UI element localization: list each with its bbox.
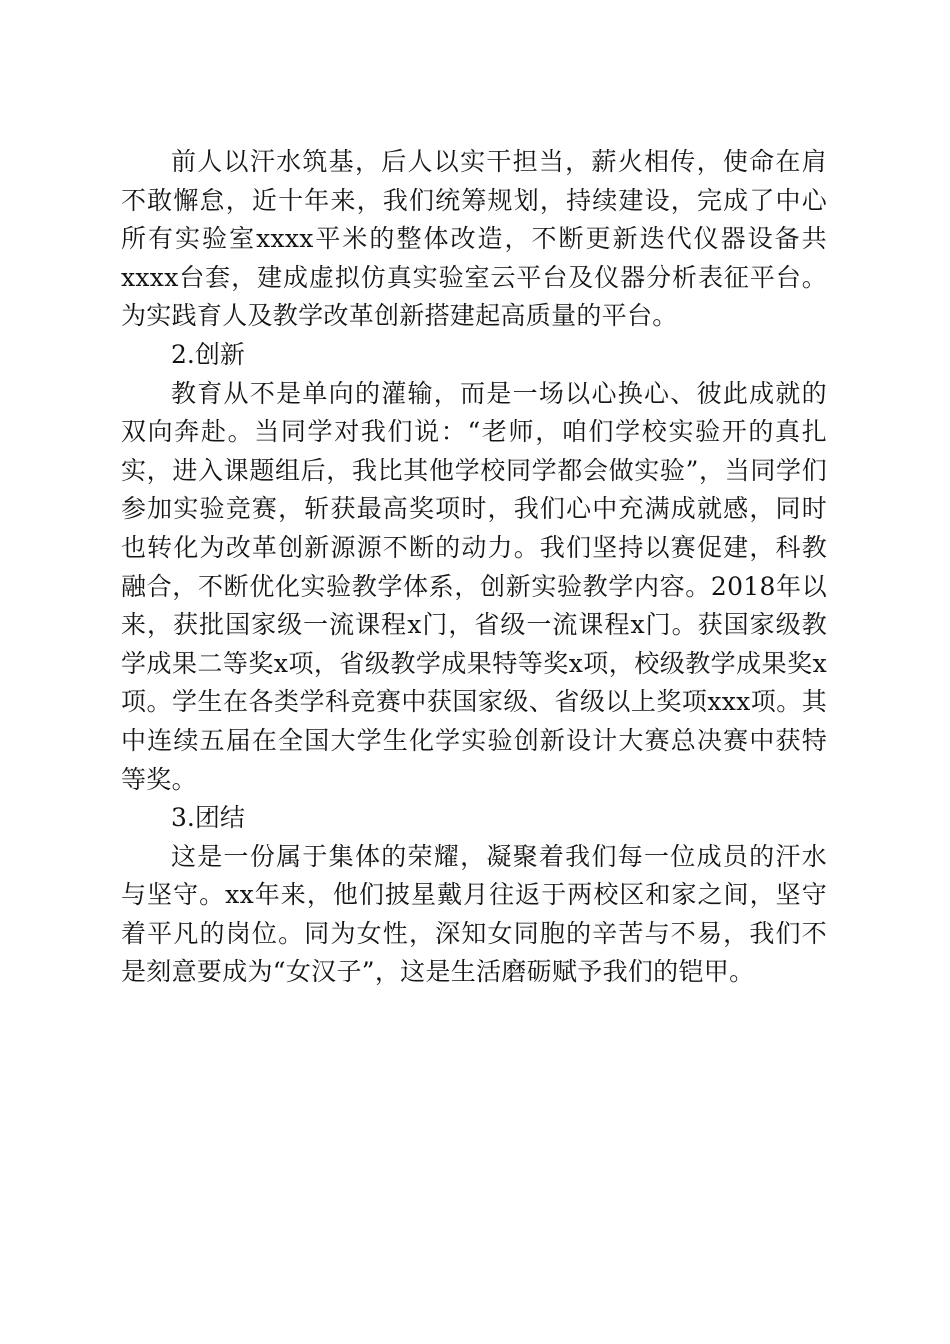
paragraph-innovation: 教育从不是单向的灌输，而是一场以心换心、彼此成就的双向奔赴。当同学对我们说：“老师，咱们学校实验开的真扎实，进入课题组后，我比其他学校同学都会做实验”，当同学们参加实验竞赛，斩获最高奖项时，我们心中充满成就感，同时也转化为改革创新源源不断的动力。我们坚持以赛促建，科教融合，不断优化实验教学体系，创新实验教学内容。2018年以来，获批国家级一流课程x门，省级一流课程x门。获国家级教学成果二等奖x项，省级教学成果特等奖x项，校级教学成果奖x项。学生在各类学科竞赛中获国家级、省级以上奖项xxx项。其中连续五届在全国大学生化学实验创新设计大赛总决赛中获特等奖。 [121, 378, 827, 794]
section-heading-unity: 3.团结 [171, 803, 245, 833]
section-heading-innovation: 2.创新 [171, 339, 245, 369]
paragraph-foundation: 前人以汗水筑基，后人以实干担当，薪火相传，使命在肩不敢懈怠，近十年来，我们统筹规划，持续建设，完成了中心所有实验室xxxx平米的整体改造，不断更新迭代仪器设备共xxxx台套，建成虚拟仿真实验室云平台及仪器分析表征平台。为实践育人及教学改革创新搭建起高质量的平台。 [121, 147, 827, 331]
document-body [121, 143, 827, 992]
paragraph-unity: 这是一份属于集体的荣耀，凝聚着我们每一位成员的汗水与坚守。xx年来，他们披星戴月往返于两校区和家之间，坚守着平凡的岗位。同为女性，深知女同胞的辛苦与不易，我们不是刻意要成为“女汉子”，这是生活磨砺赋予我们的铠甲。 [121, 841, 827, 987]
